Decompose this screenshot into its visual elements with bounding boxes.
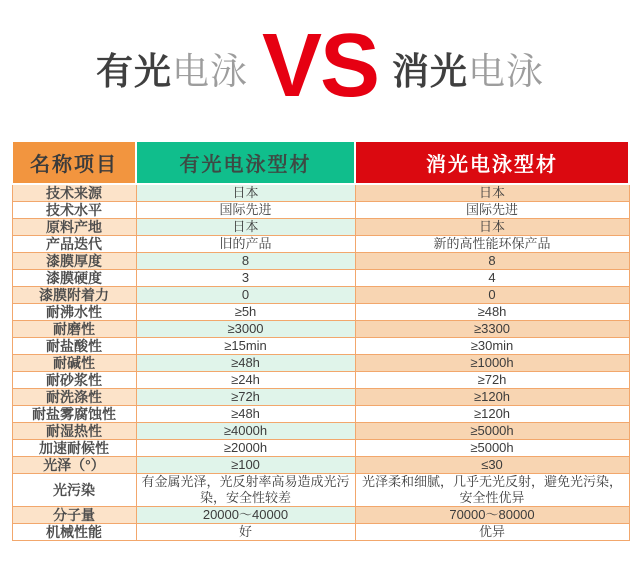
row-label: 漆膜附着力 [12, 287, 136, 304]
row-label: 漆膜硬度 [12, 270, 136, 287]
table-row [12, 389, 629, 406]
table-row [12, 406, 629, 423]
glossy-value: ≥15min [136, 338, 355, 355]
glossy-value: ≥100 [136, 457, 355, 474]
row-label: 耐盐酸性 [12, 338, 136, 355]
table-row [12, 236, 629, 253]
matte-value: 优异 [355, 524, 629, 541]
glossy-value: ≥48h [136, 355, 355, 372]
comparison-table [11, 140, 630, 541]
table-row [12, 338, 629, 355]
matte-value: 8 [355, 253, 629, 270]
row-label: 耐洗涤性 [12, 389, 136, 406]
title-right-bold: 消光 [392, 50, 469, 92]
matte-value: 4 [355, 270, 629, 287]
matte-value: ≥5000h [355, 423, 629, 440]
matte-value: 日本 [355, 219, 629, 236]
table-row [12, 321, 629, 338]
glossy-value: 日本 [136, 219, 355, 236]
title-right-light: 电泳 [468, 50, 545, 92]
row-label: 耐碱性 [12, 355, 136, 372]
row-label: 耐磨性 [12, 321, 136, 338]
title-left-bold: 有光 [95, 50, 172, 92]
table-row [12, 184, 629, 202]
table-row [12, 507, 629, 524]
table-row [12, 440, 629, 457]
table-row [12, 219, 629, 236]
row-label: 光泽（°） [12, 457, 136, 474]
column-header-glossy-profile: 有光电泳型材 [136, 141, 355, 184]
matte-value: 日本 [355, 184, 629, 202]
table-row [12, 524, 629, 541]
row-label: 漆膜厚度 [12, 253, 136, 270]
table-body [12, 184, 629, 541]
glossy-value: 3 [136, 270, 355, 287]
matte-value: 新的高性能环保产品 [355, 236, 629, 253]
glossy-value: ≥24h [136, 372, 355, 389]
column-header-matte-profile: 消光电泳型材 [355, 141, 629, 184]
glossy-value: ≥5h [136, 304, 355, 321]
matte-value: ≥5000h [355, 440, 629, 457]
table-row [12, 355, 629, 372]
table-row [12, 270, 629, 287]
glossy-value: 0 [136, 287, 355, 304]
glossy-value: ≥48h [136, 406, 355, 423]
matte-value: ≥120h [355, 406, 629, 423]
glossy-value: ≥3000 [136, 321, 355, 338]
row-label: 技术水平 [12, 202, 136, 219]
glossy-value: 20000～40000 [136, 507, 355, 524]
row-label: 光污染 [12, 474, 136, 507]
column-header-item-name: 名称项目 [12, 141, 136, 184]
row-label: 机械性能 [12, 524, 136, 541]
matte-value: ≥48h [355, 304, 629, 321]
table-row [12, 253, 629, 270]
table-row [12, 304, 629, 321]
table-row [12, 202, 629, 219]
glossy-value: ≥2000h [136, 440, 355, 457]
glossy-value: 旧的产品 [136, 236, 355, 253]
matte-value: ≥30min [355, 338, 629, 355]
table-row [12, 287, 629, 304]
table-row [12, 457, 629, 474]
table-row [12, 372, 629, 389]
page-title [0, 0, 640, 140]
table-header-row [12, 141, 629, 184]
matte-value: ≥1000h [355, 355, 629, 372]
glossy-value: ≥72h [136, 389, 355, 406]
glossy-value: ≥4000h [136, 423, 355, 440]
matte-value: 国际先进 [355, 202, 629, 219]
row-label: 耐盐雾腐蚀性 [12, 406, 136, 423]
table-row [12, 423, 629, 440]
title-left-light: 电泳 [171, 50, 248, 92]
table-row [12, 474, 629, 507]
matte-value: ≥72h [355, 372, 629, 389]
title-vs: VS [261, 16, 379, 116]
row-label: 分子量 [12, 507, 136, 524]
glossy-value: 日本 [136, 184, 355, 202]
row-label: 加速耐候性 [12, 440, 136, 457]
glossy-value: 有金属光泽，光反射率高易造成光污染，安全性较差 [136, 474, 355, 507]
row-label: 原料产地 [12, 219, 136, 236]
row-label: 耐湿热性 [12, 423, 136, 440]
row-label: 耐沸水性 [12, 304, 136, 321]
glossy-value: 国际先进 [136, 202, 355, 219]
row-label: 技术来源 [12, 184, 136, 202]
matte-value: 70000～80000 [355, 507, 629, 524]
row-label: 耐砂浆性 [12, 372, 136, 389]
glossy-value: 好 [136, 524, 355, 541]
matte-value: 0 [355, 287, 629, 304]
matte-value: 光泽柔和细腻，几乎无光反射，避免光污染，安全性优异 [355, 474, 629, 507]
matte-value: ≥3300 [355, 321, 629, 338]
matte-value: ≥120h [355, 389, 629, 406]
row-label: 产品迭代 [12, 236, 136, 253]
glossy-value: 8 [136, 253, 355, 270]
matte-value: ≤30 [355, 457, 629, 474]
